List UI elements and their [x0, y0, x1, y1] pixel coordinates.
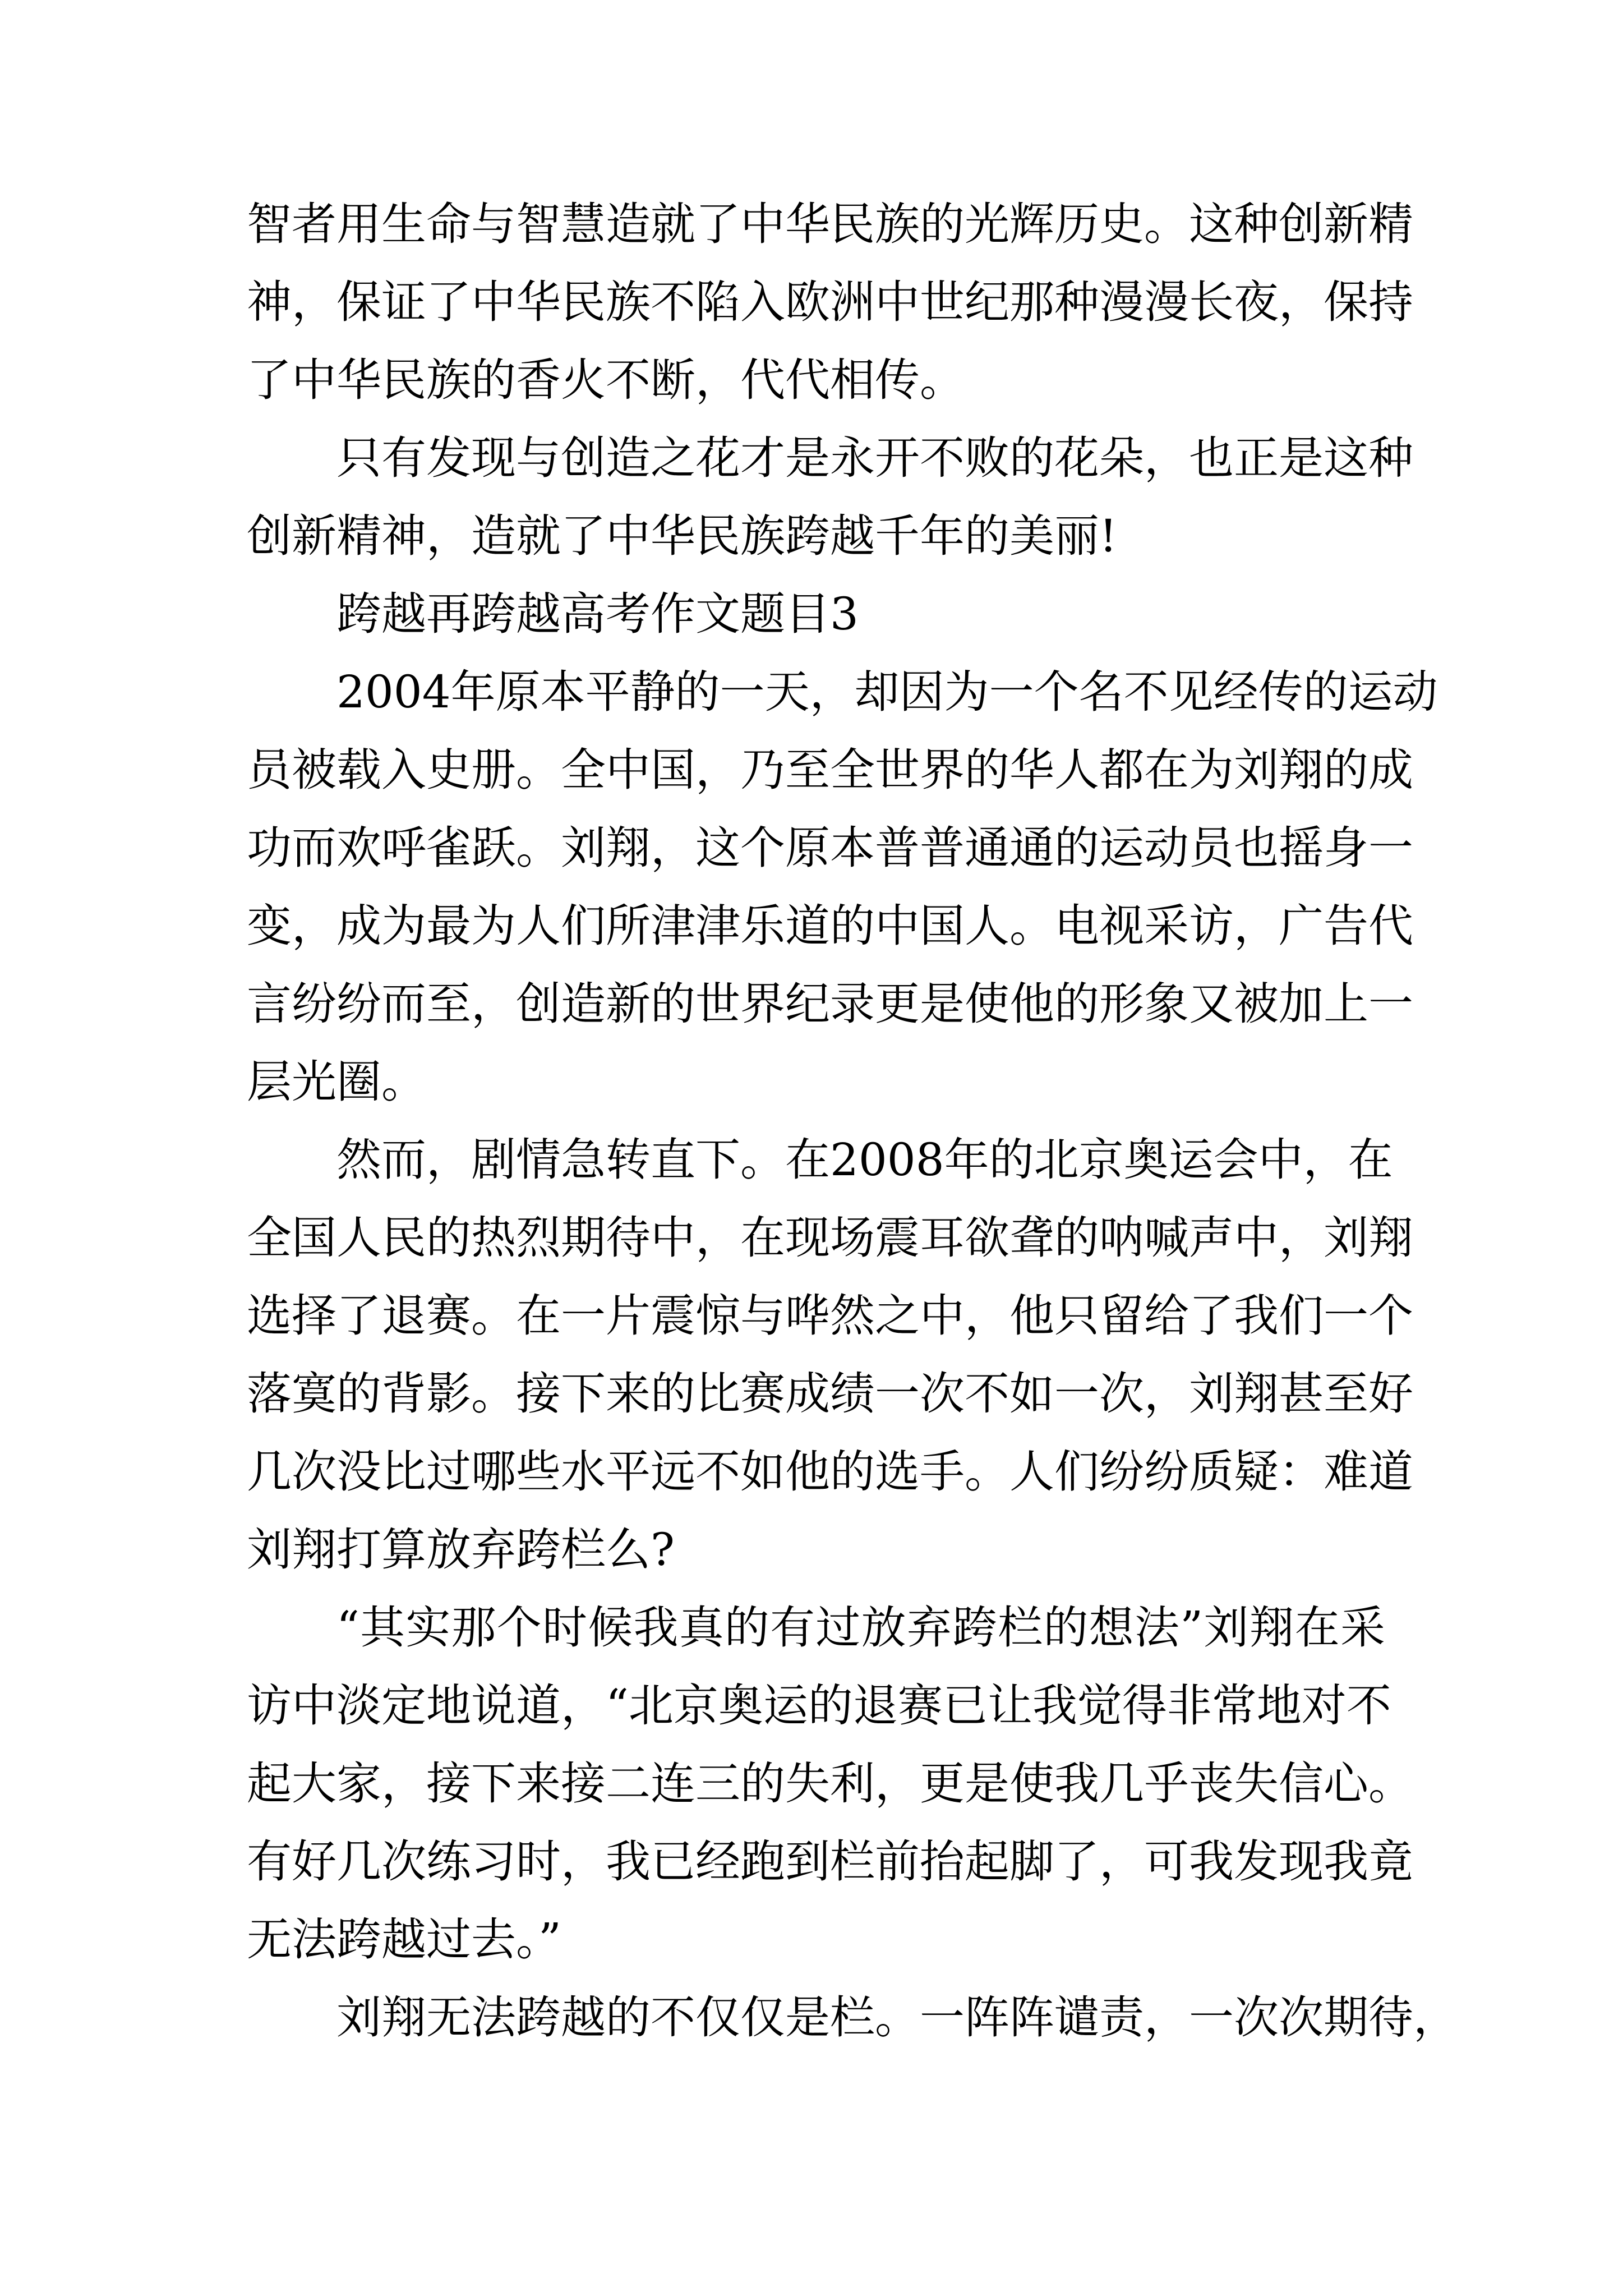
paragraph-line: 言纷纷而至，创造新的世界纪录更是使他的形象又被加上一: [247, 978, 1413, 1030]
document-body: [247, 185, 1458, 2056]
paragraph-line: 只有发现与创造之花才是永开不败的花朵，也正是这种: [336, 432, 1413, 484]
paragraph-line: 了中华民族的香火不断，代代相传。: [247, 354, 965, 406]
paragraph-line: 刘翔无法跨越的不仅仅是栏。一阵阵谴责，一次次期待，: [336, 1991, 1458, 2044]
section-heading: 跨越再跨越高考作文题目3: [336, 588, 859, 640]
paragraph-line: 2004年原本平静的一天，却因为一个名不见经传的运动: [336, 666, 1438, 718]
paragraph-line: 智者用生命与智慧造就了中华民族的光辉历史。这种创新精: [247, 198, 1413, 250]
paragraph-line: 访中淡定地说道，“北京奥运的退赛已让我觉得非常地对不: [247, 1680, 1391, 1732]
paragraph-line: 选择了退赛。在一片震惊与哗然之中，他只留给了我们一个: [247, 1290, 1413, 1342]
paragraph-line: 功而欢呼雀跃。刘翔，这个原本普普通通的运动员也摇身一: [247, 822, 1413, 874]
paragraph-line: 落寞的背影。接下来的比赛成绩一次不如一次，刘翔甚至好: [247, 1368, 1413, 1420]
paragraph-line: 几次没比过哪些水平远不如他的选手。人们纷纷质疑：难道: [247, 1446, 1413, 1498]
paragraph-line: 员被载入史册。全中国，乃至全世界的华人都在为刘翔的成: [247, 744, 1413, 796]
paragraph-line: 起大家，接下来接二连三的失利，更是使我几乎丧失信心。: [247, 1757, 1413, 1810]
paragraph-line: 层光圈。: [247, 1056, 426, 1108]
paragraph-line: 创新精神，造就了中华民族跨越千年的美丽!: [247, 510, 1118, 562]
paragraph-line: 有好几次练习时，我已经跑到栏前抬起脚了，可我发现我竟: [247, 1835, 1413, 1888]
paragraph-line: 无法跨越过去。”: [247, 1913, 561, 1966]
paragraph-line: 变，成为最为人们所津津乐道的中国人。电视采访，广告代: [247, 900, 1413, 952]
paragraph-line: 刘翔打算放弃跨栏么?: [247, 1524, 675, 1576]
paragraph-line: 然而，剧情急转直下。在2008年的北京奥运会中，在: [336, 1134, 1393, 1186]
paragraph-line: “其实那个时候我真的有过放弃跨栏的想法”刘翔在采: [336, 1602, 1385, 1654]
paragraph-line: 全国人民的热烈期待中，在现场震耳欲聋的呐喊声中，刘翔: [247, 1212, 1413, 1264]
paragraph-line: 神，保证了中华民族不陷入欧洲中世纪那种漫漫长夜，保持: [247, 276, 1413, 328]
